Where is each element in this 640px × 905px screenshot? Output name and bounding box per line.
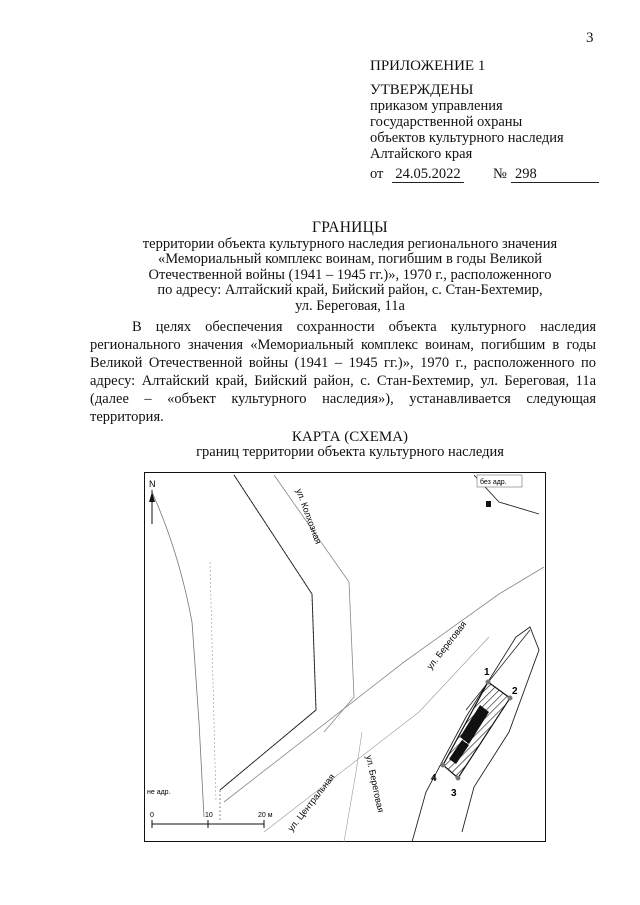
map-svg [144,472,546,842]
point-label: 4 [431,773,437,784]
body-paragraph: В целях обеспечения сохранности объекта культурного наследия регионального значения «Мемориальный комплекс воинам, погибшим в годы Великой Отечественной войны (1941 – 1945 гг.)», 1970 г., расположенного по адресу: Алтайский край, Бийский район, с. Стан-Бехтемир, ул. Береговая, 11а (далее – «объект культурного наследия»), устанавливается следующая территория. [90,319,596,425]
parcel-boundary-left-line [220,475,316,790]
boundary-map [144,472,546,842]
order-number: 298 [511,166,599,183]
north-label: N [149,479,156,489]
street-label-kolkhoznaya: ул. Колхозная [294,487,324,546]
scheme-heading: КАРТА (СХЕМА) [291,429,409,445]
point-label: 3 [451,788,457,799]
scale-mid: 10 [205,812,213,819]
title-line: Отечественной войны (1941 – 1945 гг.)», 1970 г., расположенного [148,266,552,283]
no-address-top: без адр. [480,479,507,486]
street-label-beregovaya-bottom: ул. Береговая [364,754,386,814]
scheme-title [60,430,640,460]
point-label: 1 [484,667,490,678]
no-address-bottom: не адр. [147,789,171,796]
document-title [60,220,640,314]
page-number: 3 [586,30,594,46]
road-edge [344,732,362,842]
boundary-point [486,680,491,685]
scheme-subtitle: границ территории объекта культурного наследия [196,444,504,460]
street-label-tsentralnaya: ул. Центральная [285,771,337,834]
building-marker [486,501,491,507]
map-frame [145,473,546,842]
street-edge [210,562,216,802]
road-edge [224,567,544,802]
number-prefix: № [493,166,507,182]
title-line: ул. Береговая, 11а [295,297,405,314]
approved-label: УТВЕРЖДЕНЫ [370,82,474,98]
approval-line: государственной охраны [370,114,523,130]
scale-start: 0 [150,812,154,819]
title-line: «Мемориальный комплекс воинам, погибшим в годы Великой [157,251,542,267]
approval-line: Алтайского края [370,146,473,162]
street-label-beregovaya-top: ул. Береговая [424,619,469,672]
boundary-point [456,776,461,781]
title-line: территории объекта культурного наследия регионального значения [142,235,558,252]
boundary-point [441,763,446,768]
approval-line: приказом управления [370,98,503,114]
approval-block [370,58,620,186]
title-heading: ГРАНИЦЫ [312,219,388,236]
title-line: по адресу: Алтайский край, Бийский район, с. Стан-Бехтемир, [157,282,543,298]
appendix-label: ПРИЛОЖЕНИЕ 1 [370,58,486,74]
date-number-row [370,166,620,186]
scale-end: 20 м [258,812,273,819]
order-date: 24.05.2022 [392,166,464,183]
point-label: 2 [512,686,518,697]
date-prefix: от [370,166,384,182]
approval-line: объектов культурного наследия [370,130,564,146]
street-edge [152,492,204,817]
